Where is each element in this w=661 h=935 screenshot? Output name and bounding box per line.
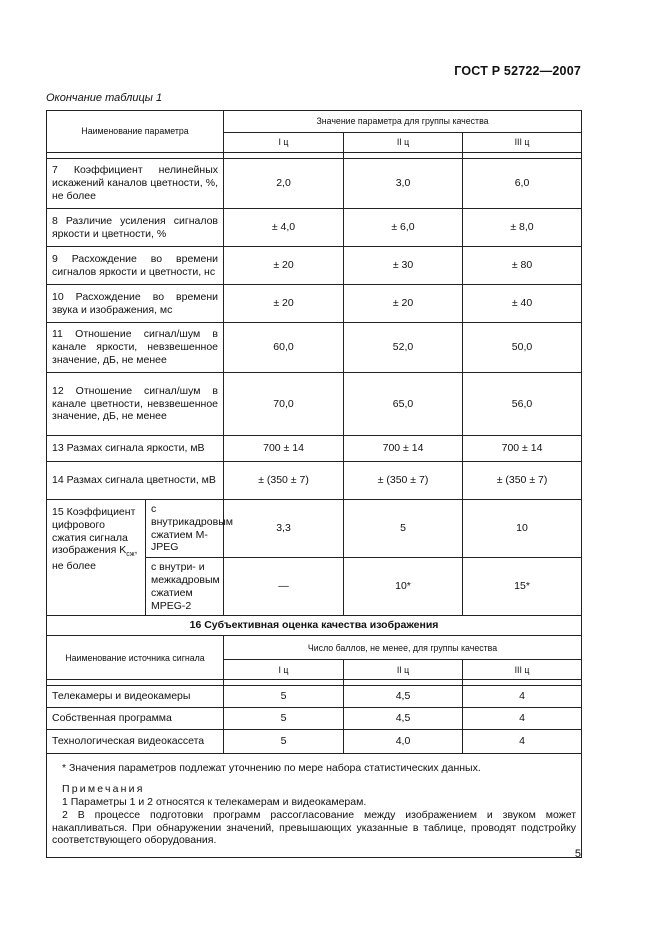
- param-name: 12 Отношение сигнал/шум в канале цветности, невзвешенное значение, дБ, не менее: [47, 373, 224, 436]
- value-group-2: 10*: [344, 558, 463, 616]
- score-group-2: 4,5: [344, 708, 463, 730]
- note-item: 2 В процессе подготовки программ рассогласование между изображением и звуком может накапливаться. При обнаружении значений, превышающих указанные в таблице, проводят подстройку соответствующего оборудования.: [52, 808, 577, 847]
- param-name: 8 Различие усиления сигналов яркости и цветности, %: [47, 209, 224, 247]
- table-row: [47, 323, 582, 373]
- value-group-1: 60,0: [224, 323, 344, 373]
- table-row: [47, 500, 582, 558]
- section-title-row: [47, 616, 582, 636]
- value-group-3: 700 ± 14: [463, 436, 582, 462]
- param-name: 10 Расхождение во времени звука и изображения, мс: [47, 285, 224, 323]
- value-group-2: 52,0: [344, 323, 463, 373]
- value-group-3: ± (350 ± 7): [463, 462, 582, 500]
- value-group-1: ± 4,0: [224, 209, 344, 247]
- value-group-1: 2,0: [224, 159, 344, 209]
- value-group-2: 5: [344, 500, 463, 558]
- section-16-title: 16 Субъективная оценка качества изображения: [47, 616, 582, 636]
- value-group-3: ± 80: [463, 247, 582, 285]
- table-row: [47, 285, 582, 323]
- notes-cell: [47, 754, 582, 858]
- value-group-2: ± (350 ± 7): [344, 462, 463, 500]
- value-group-1: 3,3: [224, 500, 344, 558]
- source-name: Собственная программа: [47, 708, 224, 730]
- source-name: Телекамеры и видеокамеры: [47, 686, 224, 708]
- table-caption: Окончание таблицы 1: [46, 92, 163, 104]
- table-row: [47, 730, 582, 754]
- table-row: [47, 462, 582, 500]
- value-group-2: ± 20: [344, 285, 463, 323]
- value-group-2: ± 6,0: [344, 209, 463, 247]
- footnote: * Значения параметров подлежат уточнению по мере набора статистических данных.: [62, 762, 481, 775]
- value-group-1: 700 ± 14: [224, 436, 344, 462]
- group-2-header: II ц: [344, 133, 463, 153]
- notes-title: Примечания: [62, 783, 145, 796]
- value-group-1: ± (350 ± 7): [224, 462, 344, 500]
- compression-type-label: с внутрикадровым сжатием M-JPEG: [146, 500, 224, 558]
- table-row: [47, 686, 582, 708]
- value-header: Значение параметра для группы качества: [224, 111, 582, 133]
- param-name: 11 Отношение сигнал/шум в канале яркости, невзвешенное значение, дБ, не менее: [47, 323, 224, 373]
- param-name: 14 Размах сигнала цветности, мВ: [47, 462, 224, 500]
- value-group-3: 15*: [463, 558, 582, 616]
- value-group-1: —: [224, 558, 344, 616]
- value-group-3: 6,0: [463, 159, 582, 209]
- compression-type-label: с внутри- и межкадровым сжатием MPEG-2: [146, 558, 224, 616]
- table-row: [47, 209, 582, 247]
- section-header-row: [47, 636, 582, 660]
- param-name: 7 Коэффициент нелинейных искажений каналов цветности, %, не более: [47, 159, 224, 209]
- value-group-2: 700 ± 14: [344, 436, 463, 462]
- score-group-3: 4: [463, 708, 582, 730]
- table-row: [47, 159, 582, 209]
- score-header: Число баллов, не менее, для группы качества: [224, 636, 582, 660]
- parameters-table: [46, 110, 582, 858]
- score-group-1-header: I ц: [224, 660, 344, 680]
- table-header-row: [47, 111, 582, 133]
- value-group-2: ± 30: [344, 247, 463, 285]
- page-number: 5: [574, 848, 581, 860]
- score-group-2: 4,5: [344, 686, 463, 708]
- group-1-header: I ц: [224, 133, 344, 153]
- param-name-15-text: 15 Коэффициент цифрового сжатия сигнала изображения K: [52, 506, 136, 557]
- value-group-3: ± 8,0: [463, 209, 582, 247]
- value-group-2: 65,0: [344, 373, 463, 436]
- value-group-3: 50,0: [463, 323, 582, 373]
- value-group-1: ± 20: [224, 247, 344, 285]
- score-group-2-header: II ц: [344, 660, 463, 680]
- param-name: 13 Размах сигнала яркости, мВ: [47, 436, 224, 462]
- source-name: Технологическая видеокассета: [47, 730, 224, 754]
- table-row: [47, 247, 582, 285]
- score-group-1: 5: [224, 686, 344, 708]
- value-group-3: ± 40: [463, 285, 582, 323]
- value-group-1: 70,0: [224, 373, 344, 436]
- value-group-2: 3,0: [344, 159, 463, 209]
- score-group-2: 4,0: [344, 730, 463, 754]
- value-group-3: 56,0: [463, 373, 582, 436]
- score-group-1: 5: [224, 730, 344, 754]
- group-3-header: III ц: [463, 133, 582, 153]
- score-group-3-header: III ц: [463, 660, 582, 680]
- table-row: [47, 436, 582, 462]
- value-group-1: ± 20: [224, 285, 344, 323]
- param-header: Наименование параметра: [47, 111, 224, 153]
- source-header: Наименование источника сигнала: [47, 636, 224, 680]
- table-row: [47, 708, 582, 730]
- value-group-3: 10: [463, 500, 582, 558]
- param-name-15: [47, 500, 146, 616]
- param-name-15-suffix: , не более: [52, 544, 138, 573]
- param-name: 9 Расхождение во времени сигналов яркости и цветности, нс: [47, 247, 224, 285]
- table-row: [47, 373, 582, 436]
- notes-row: [47, 754, 582, 858]
- score-group-3: 4: [463, 686, 582, 708]
- score-group-3: 4: [463, 730, 582, 754]
- param-name-15-subscript: сж: [126, 551, 135, 559]
- standard-designation: ГОСТ Р 52722—2007: [454, 64, 581, 78]
- score-group-1: 5: [224, 708, 344, 730]
- note-item: 1 Параметры 1 и 2 относятся к телекамерам и видеокамерам.: [62, 795, 367, 808]
